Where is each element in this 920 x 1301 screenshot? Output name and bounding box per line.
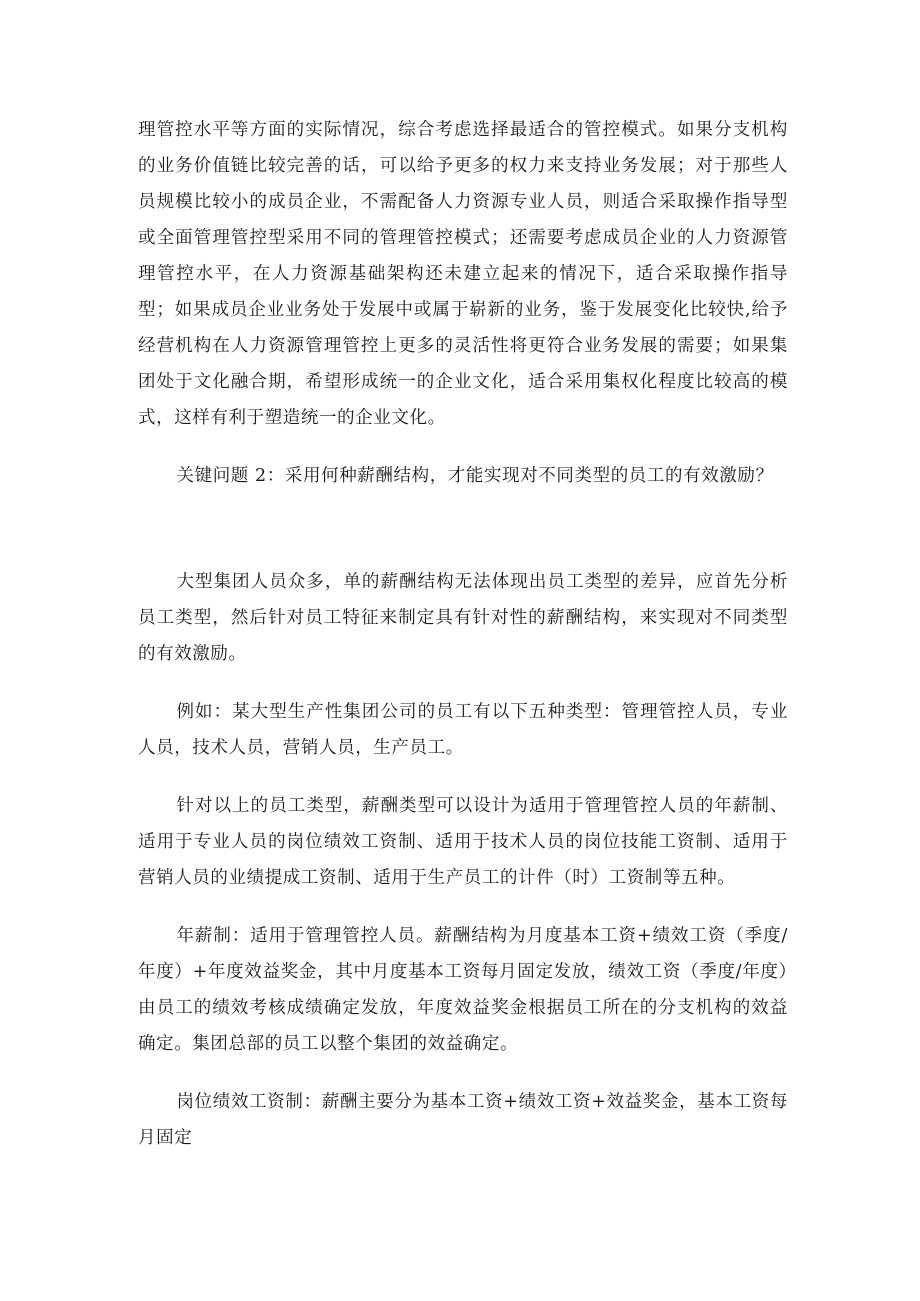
paragraph-employee-types-example: 例如：某大型生产性集团公司的员工有以下五种类型：管理管控人员，专业人员，技术人员，营销人员，生产员工。 (138, 702, 788, 758)
document-body (138, 112, 788, 1156)
paragraph-salary-types: 针对以上的员工类型，薪酬类型可以设计为适用于管理管控人员的年薪制、适用于专业人员的岗位绩效工资制、适用于技术人员的岗位技能工资制、适用于营销人员的业绩提成工资制、适用于生产员工的计件（时）工资制等五种。 (138, 796, 788, 888)
paragraph-annual-salary: 年薪制：适用于管理管控人员。薪酬结构为月度基本工资+绩效工资（季度/年度）+年度效益奖金，其中月度基本工资每月固定发放，绩效工资（季度/年度）由员工的绩效考核成绩确定发放，年度效益奖金根据员工所在的分支机构的效益确定。集团总部的员工以整个集团的效益确定。 (138, 926, 788, 1054)
paragraph-key-question-2: 关键问题 2：采用何种薪酬结构，才能实现对不同类型的员工的有效激励？ (176, 466, 774, 486)
paragraph-management-models: 理管控水平等方面的实际情况，综合考虑选择最适合的管控模式。如果分支机构的业务价值链比较完善的话，可以给予更多的权力来支持业务发展；对于那些人员规模比较小的成员企业，不需配备人力资源专业人员，则适合采取操作指导型或全面管理管控型采用不同的管理管控模式；还需要考虑成员企业的人力资源管理管控水平，在人力资源基础架构还未建立起来的情况下，适合采取操作指导型；如果成员企业业务处于发展中或属于崭新的业务，鉴于发展变化比较快,给予经营机构在人力资源管理管控上更多的灵活性将更符合业务发展的需要；如果集团处于文化融合期，希望形成统一的企业文化，适合采用集权化程度比较高的模式，这样有利于塑造统一的企业文化。 (138, 120, 788, 428)
paragraph-salary-structure-intro: 大型集团人员众多，单的薪酬结构无法体现出员工类型的差异，应首先分析员工类型，然后针对员工特征来制定具有针对性的薪酬结构，来实现对不同类型的有效激励。 (138, 572, 788, 664)
paragraph-position-performance-salary: 岗位绩效工资制：薪酬主要分为基本工资+绩效工资+效益奖金，基本工资每月固定 (138, 1092, 788, 1148)
